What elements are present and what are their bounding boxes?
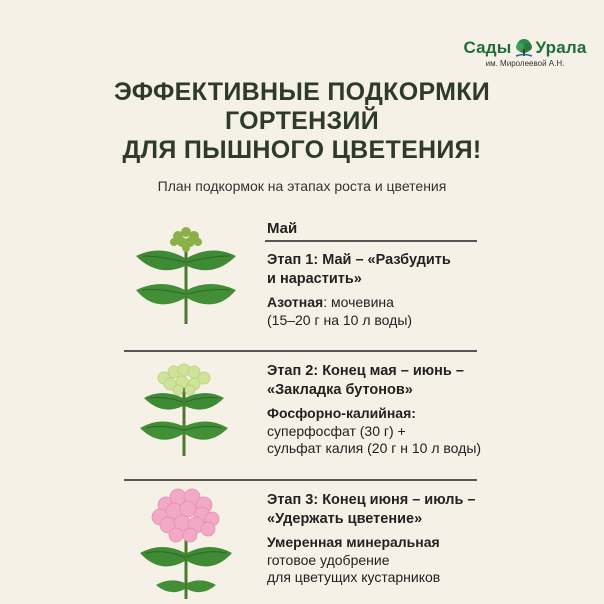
logo-name-left: Сады: [463, 38, 512, 57]
month-underline: [265, 240, 477, 242]
logo-subtitle: им. Миролеевой А.Н.: [485, 59, 565, 68]
title-line-2: ГОРТЕНЗИЙ: [225, 107, 379, 135]
hydrangea-bud-icon: [134, 362, 234, 458]
stage-3: [267, 491, 587, 587]
stage-2-fertilizer-type: Фосфорно-калийная:: [267, 405, 416, 421]
stage-3-fertilizer-line-1: готовое удобрение: [267, 551, 390, 568]
stage-1-title: [267, 251, 587, 289]
stage-3-title-line-1: Этап 3: Конец июня – июль –: [267, 492, 476, 508]
stage-3-fertilizer-line-2: для цветущих кустарников: [267, 569, 441, 585]
stage-3-fertilizer-type: Умеренная минеральная: [267, 534, 440, 550]
page-title: [0, 78, 604, 165]
stage-3-title-line-2: «Удержать цветение»: [267, 511, 423, 527]
stage-2: [267, 362, 587, 458]
hydrangea-flower-icon: [134, 487, 238, 599]
hydrangea-sprout-icon: [130, 220, 242, 328]
stage-1: [267, 251, 587, 329]
logo-name-right: Урала: [535, 38, 587, 57]
stage-2-fertilizer-line-2: сульфат калия (20 г н 10 л воды): [267, 440, 482, 456]
brand-logo: [460, 38, 590, 68]
stage-2-title-line-2: «Закладка бутонов»: [267, 382, 413, 398]
stage-2-title: [267, 362, 587, 400]
stage-3-description: [267, 534, 587, 587]
month-label: Май: [267, 220, 298, 237]
stage-1-dosage: (15–20 г на 10 л воды): [267, 311, 413, 328]
divider-1: [124, 350, 477, 352]
stage-2-fertilizer-line-1: суперфосфат (30 г) +: [267, 422, 406, 439]
title-line-3: ДЛЯ ПЫШНОГО ЦВЕТЕНИЯ!: [122, 136, 482, 164]
stage-1-fertilizer-type: Азотная: [267, 294, 324, 310]
tree-icon: [514, 38, 534, 58]
stage-2-description: [267, 405, 587, 458]
stage-1-title-line-1: Этап 1: Май – «Разбудить: [267, 252, 451, 268]
stage-1-description: [267, 294, 587, 329]
page-subtitle: План подкормок на этапах роста и цветения: [157, 178, 447, 194]
stage-1-title-line-2: и нарастить»: [267, 271, 362, 287]
divider-2: [124, 479, 477, 481]
title-line-1: ЭФФЕКТИВНЫЕ ПОДКОРМКИ: [113, 78, 491, 106]
stage-3-title: [267, 491, 587, 529]
stage-1-fertilizer-name: : мочевина: [323, 294, 394, 310]
stage-2-title-line-1: Этап 2: Конец мая – июнь –: [267, 363, 464, 379]
